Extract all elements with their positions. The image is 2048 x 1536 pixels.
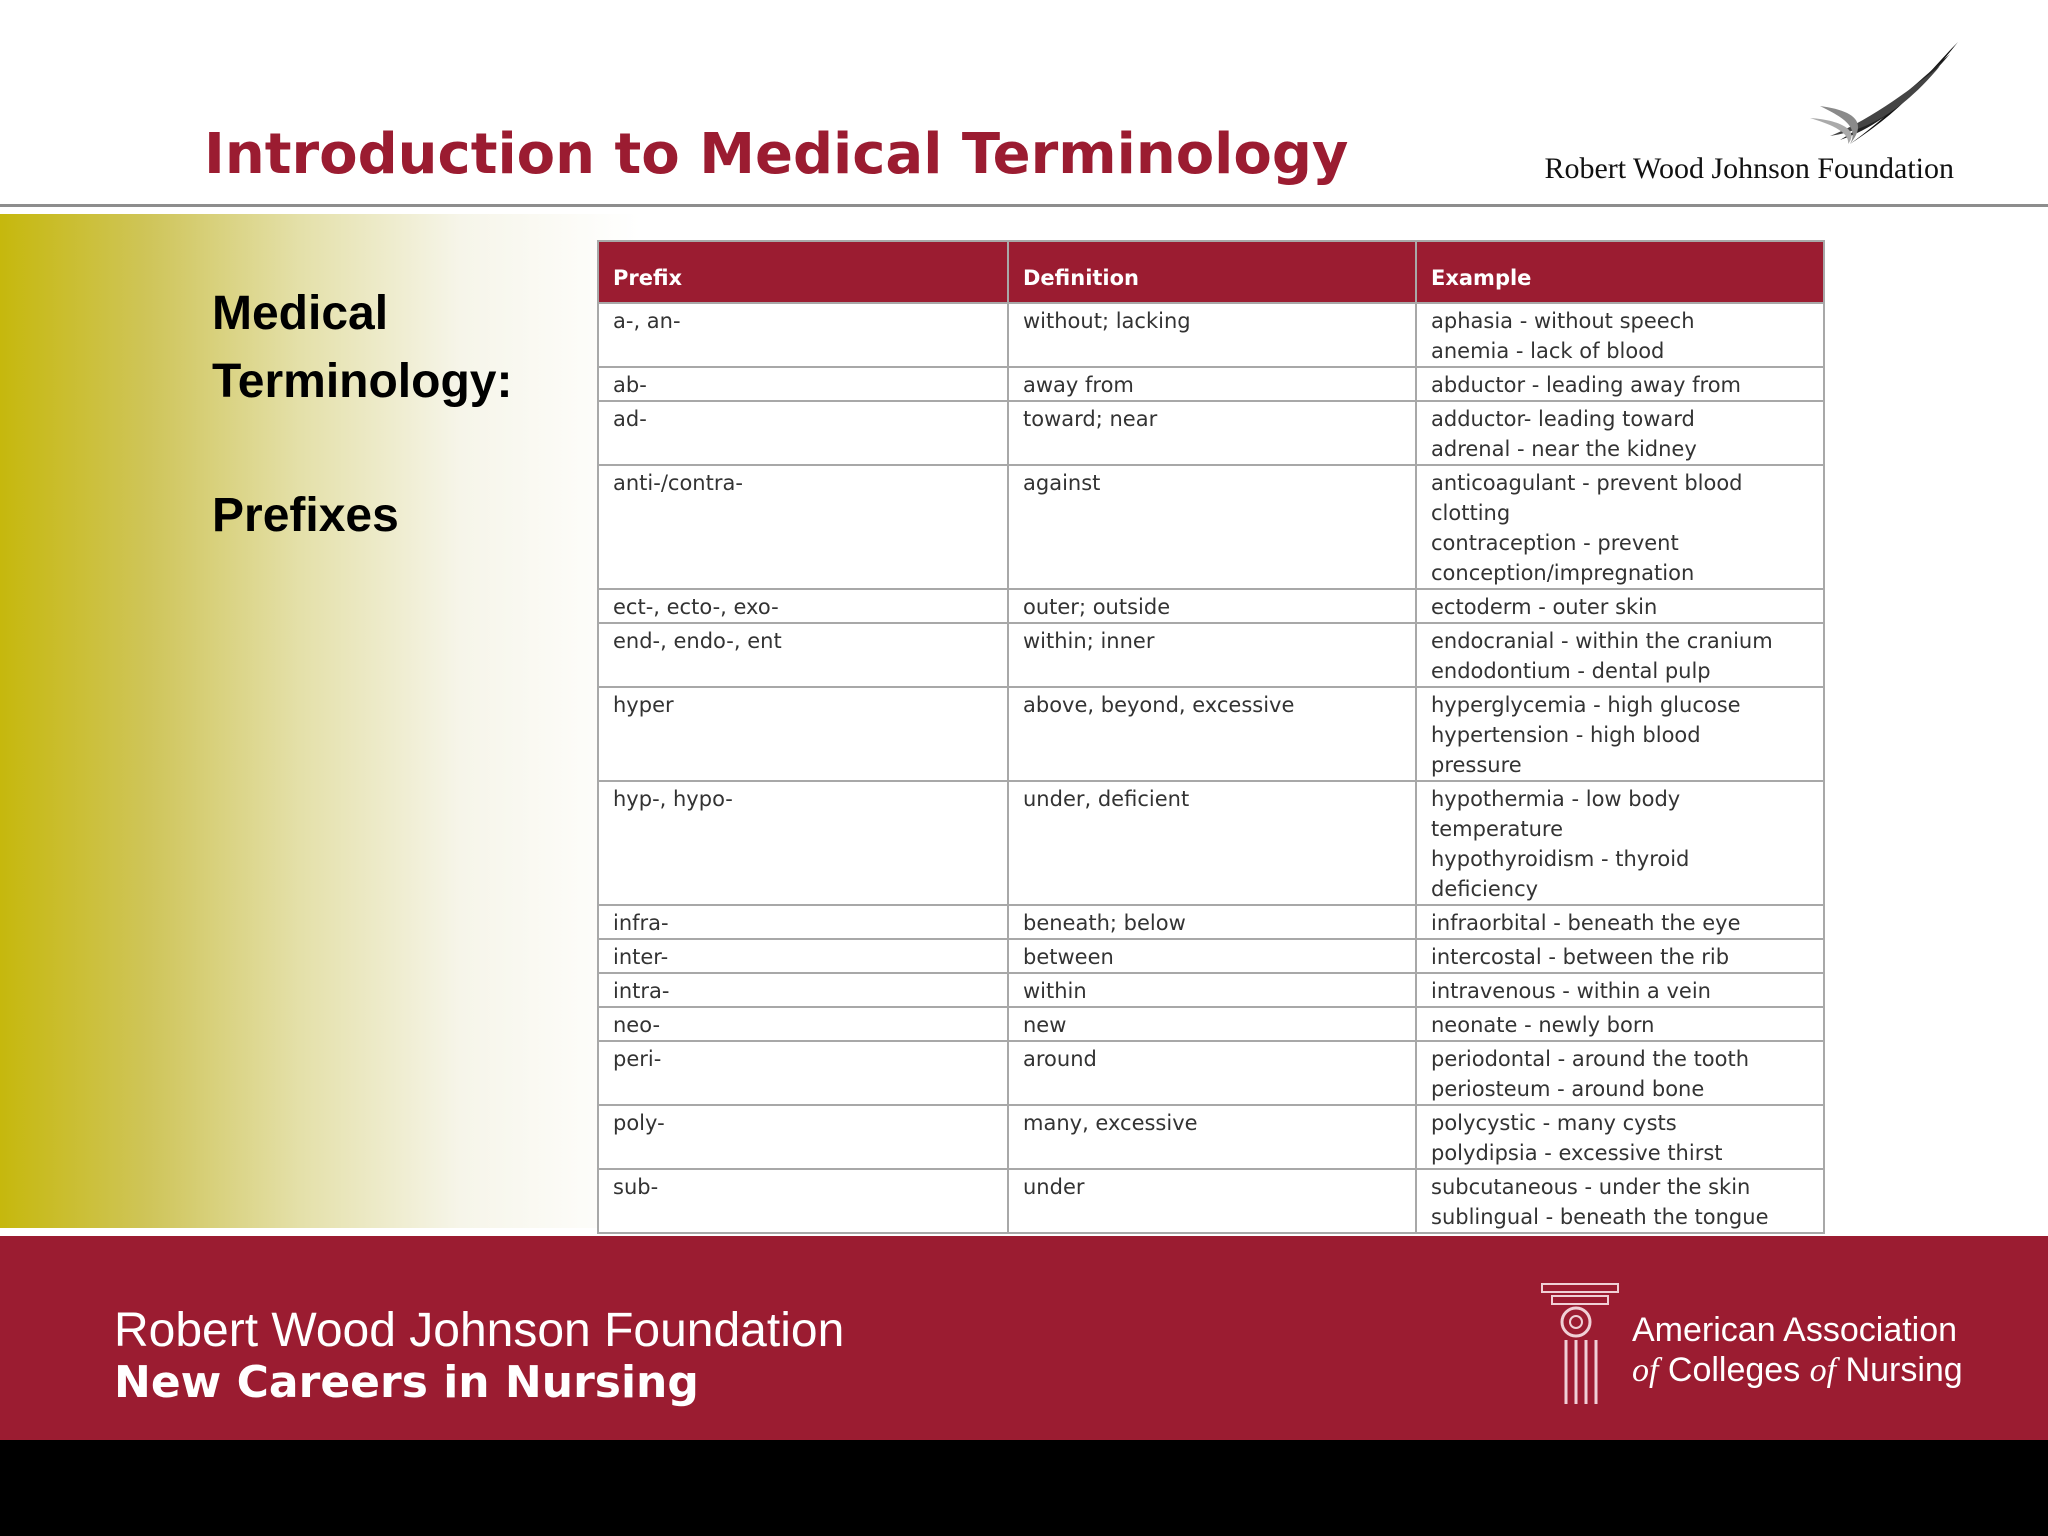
example-cell (1416, 1041, 1824, 1105)
definition-cell: between (1008, 939, 1416, 973)
example-cell (1416, 939, 1824, 973)
footer-program-name: New Careers in Nursing (114, 1357, 699, 1408)
table-row (598, 623, 1824, 687)
header-example: Example (1416, 241, 1824, 303)
prefix-cell: end-, endo-, ent (598, 623, 1008, 687)
table-row (598, 303, 1824, 367)
example-cell (1416, 1105, 1824, 1169)
example-line: sublingual - beneath the tongue (1431, 1205, 1769, 1229)
example-line: periodontal - around the tooth (1431, 1047, 1750, 1071)
example-cell (1416, 973, 1824, 1007)
definition-cell: many, excessive (1008, 1105, 1416, 1169)
letterbox-bar (0, 1440, 2048, 1536)
example-cell (1416, 465, 1824, 589)
example-line: ectoderm - outer skin (1431, 595, 1658, 619)
aacn-of-2: of (1809, 1352, 1837, 1389)
wing-logo-icon (1810, 40, 1960, 150)
prefix-cell: a-, an- (598, 303, 1008, 367)
table-row (598, 973, 1824, 1007)
example-line: hypothyroidism - thyroid (1431, 847, 1690, 871)
table-row (598, 367, 1824, 401)
definition-cell: against (1008, 465, 1416, 589)
example-line: temperature (1431, 817, 1563, 841)
example-line: abductor - leading away from (1431, 373, 1742, 397)
footer-org (114, 1306, 844, 1410)
definition-cell: around (1008, 1041, 1416, 1105)
example-line: subcutaneous - under the skin (1431, 1175, 1751, 1199)
heading-line-2: Terminology: (212, 355, 513, 408)
slide-title: Introduction to Medical Terminology (204, 122, 1349, 187)
aacn-line-1: American Association (1632, 1311, 1958, 1349)
example-cell (1416, 623, 1824, 687)
table-row (598, 905, 1824, 939)
table-row (598, 589, 1824, 623)
prefix-cell: poly- (598, 1105, 1008, 1169)
slide-footer (0, 1236, 2048, 1440)
rwjf-logo-text: Robert Wood Johnson Foundation (1544, 152, 1954, 185)
aacn-nursing: Nursing (1836, 1351, 1963, 1389)
definition-cell: toward; near (1008, 401, 1416, 465)
example-line: conception/impregnation (1431, 561, 1695, 585)
example-line: periosteum - around bone (1431, 1077, 1705, 1101)
prefix-cell: hyper (598, 687, 1008, 781)
example-cell (1416, 1169, 1824, 1233)
definition-cell: away from (1008, 367, 1416, 401)
example-line: hyperglycemia - high glucose (1431, 693, 1741, 717)
heading-line-1: Medical (212, 287, 389, 340)
header-divider (0, 204, 2048, 207)
prefix-cell: anti-/contra- (598, 465, 1008, 589)
table-row (598, 781, 1824, 905)
column-logo-icon (1540, 1282, 1620, 1406)
definition-cell: within; inner (1008, 623, 1416, 687)
example-cell (1416, 401, 1824, 465)
example-line: endocranial - within the cranium (1431, 629, 1773, 653)
example-line: intravenous - within a vein (1431, 979, 1711, 1003)
example-line: adrenal - near the kidney (1431, 437, 1697, 461)
rwjf-logo (1540, 40, 1960, 190)
definition-cell: without; lacking (1008, 303, 1416, 367)
example-line: aphasia - without speech (1431, 309, 1695, 333)
prefix-cell: intra- (598, 973, 1008, 1007)
prefix-cell: hyp-, hypo- (598, 781, 1008, 905)
prefix-cell: ab- (598, 367, 1008, 401)
aacn-name (1632, 1310, 1963, 1391)
aacn-logo (1540, 1282, 1980, 1406)
prefix-cell: inter- (598, 939, 1008, 973)
prefix-cell: neo- (598, 1007, 1008, 1041)
subheading: Prefixes (212, 489, 399, 542)
table-row (598, 1105, 1824, 1169)
example-line: contraception - prevent (1431, 531, 1679, 555)
definition-cell: above, beyond, excessive (1008, 687, 1416, 781)
prefix-cell: ad- (598, 401, 1008, 465)
example-cell (1416, 905, 1824, 939)
header-definition: Definition (1008, 241, 1416, 303)
example-line: endodontium - dental pulp (1431, 659, 1711, 683)
example-line: pressure (1431, 753, 1522, 777)
aacn-colleges: Colleges (1658, 1351, 1810, 1389)
definition-cell: beneath; below (1008, 905, 1416, 939)
example-cell (1416, 781, 1824, 905)
example-line: infraorbital - beneath the eye (1431, 911, 1741, 935)
table-row (598, 1169, 1824, 1233)
prefix-cell: ect-, ecto-, exo- (598, 589, 1008, 623)
definition-cell: new (1008, 1007, 1416, 1041)
footer-org-name: Robert Wood Johnson Foundation (114, 1304, 845, 1357)
example-cell (1416, 367, 1824, 401)
prefix-cell: peri- (598, 1041, 1008, 1105)
table-row (598, 1007, 1824, 1041)
table-row (598, 1041, 1824, 1105)
prefix-cell: sub- (598, 1169, 1008, 1233)
header-prefix: Prefix (598, 241, 1008, 303)
table-row (598, 939, 1824, 973)
example-line: intercostal - between the rib (1431, 945, 1730, 969)
definition-cell: outer; outside (1008, 589, 1416, 623)
example-line: anticoagulant - prevent blood (1431, 471, 1743, 495)
definition-cell: within (1008, 973, 1416, 1007)
example-line: hypothermia - low body (1431, 787, 1681, 811)
aacn-line-2 (1632, 1350, 1963, 1391)
example-cell (1416, 589, 1824, 623)
example-cell (1416, 303, 1824, 367)
example-line: neonate - newly born (1431, 1013, 1655, 1037)
table-row (598, 401, 1824, 465)
prefix-cell: infra- (598, 905, 1008, 939)
example-line: clotting (1431, 501, 1511, 525)
example-line: anemia - lack of blood (1431, 339, 1665, 363)
example-line: hypertension - high blood (1431, 723, 1701, 747)
example-cell (1416, 1007, 1824, 1041)
prefix-table (597, 240, 1825, 1234)
slide-header (0, 0, 2048, 208)
table-row (598, 687, 1824, 781)
example-line: adductor- leading toward (1431, 407, 1695, 431)
example-line: polydipsia - excessive thirst (1431, 1141, 1723, 1165)
section-heading (212, 280, 512, 550)
table-row (598, 465, 1824, 589)
table-header-row (598, 241, 1824, 303)
example-line: deficiency (1431, 877, 1539, 901)
definition-cell: under, deficient (1008, 781, 1416, 905)
example-line: polycystic - many cysts (1431, 1111, 1677, 1135)
example-cell (1416, 687, 1824, 781)
definition-cell: under (1008, 1169, 1416, 1233)
aacn-of-1: of (1632, 1352, 1659, 1389)
